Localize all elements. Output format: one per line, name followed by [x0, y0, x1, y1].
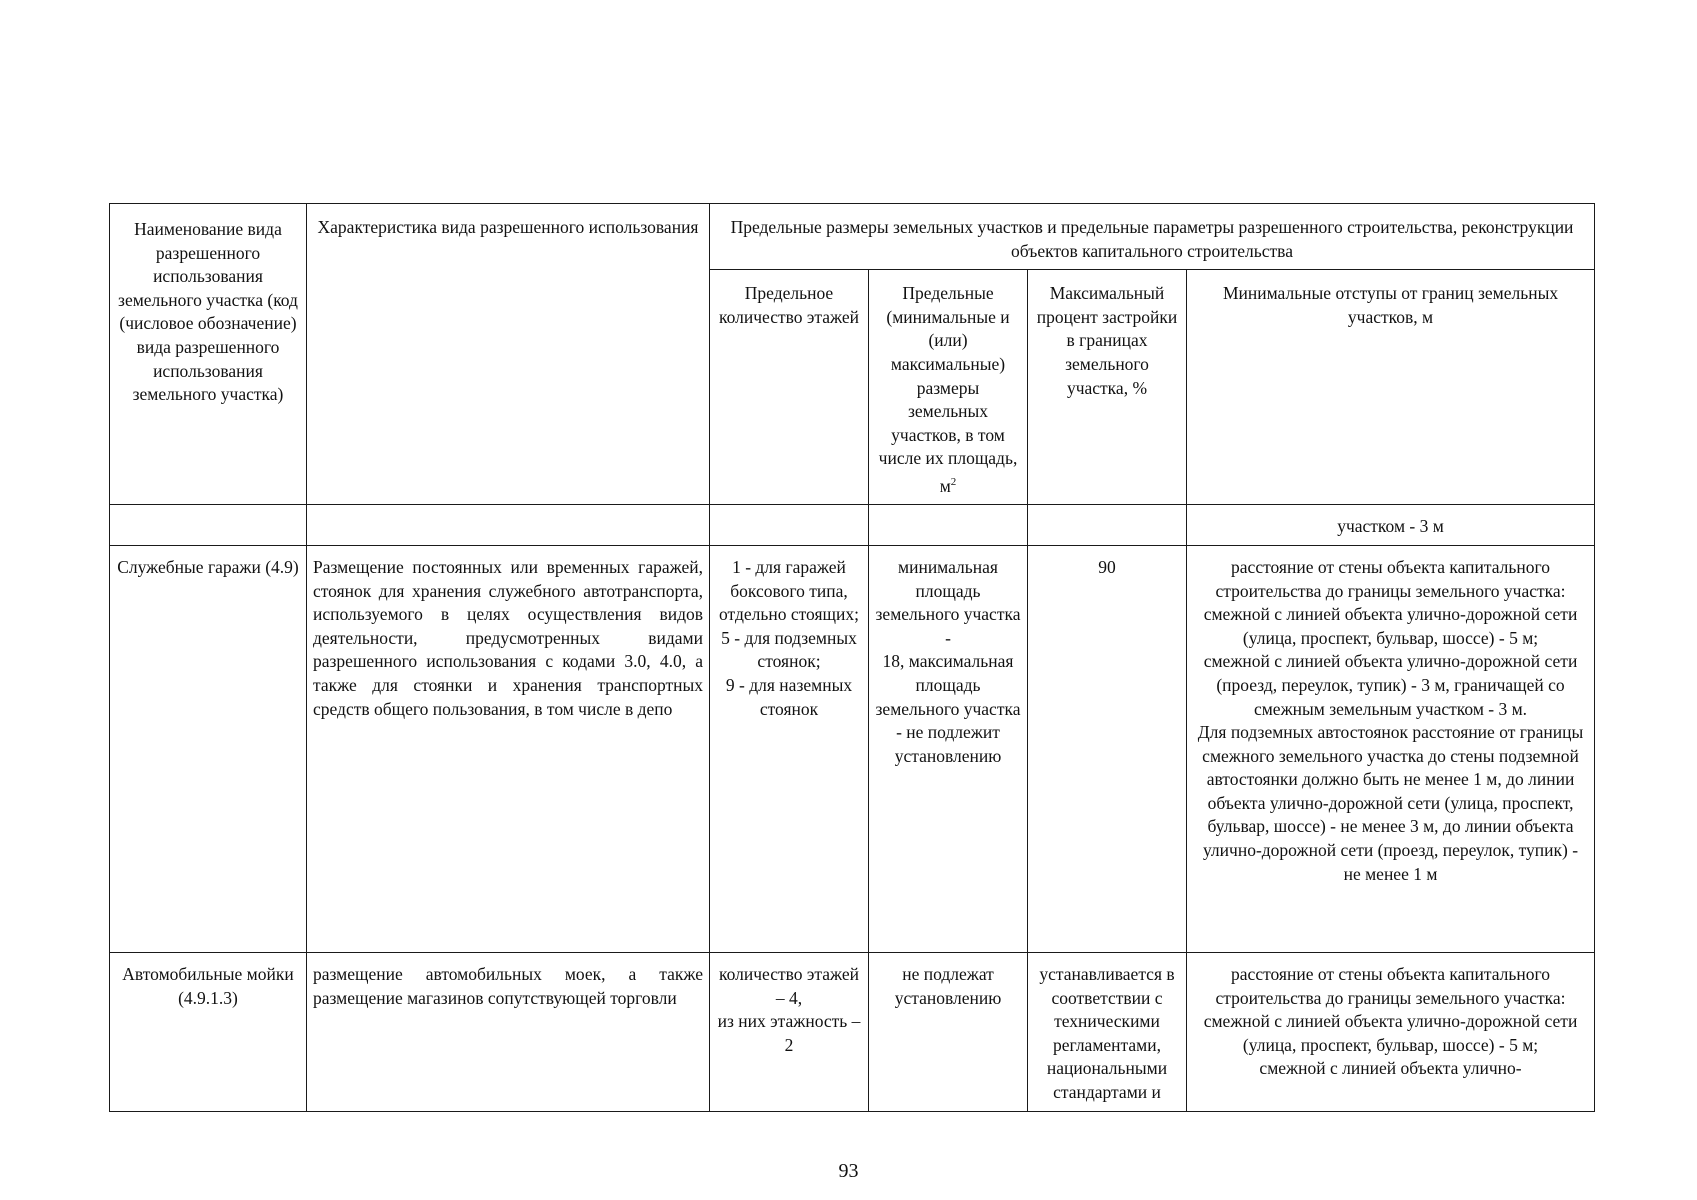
cell-description: размещение автомобильных моек, а также размещение магазинов сопутствующей торговли	[307, 952, 710, 1111]
cell-percent: устанавливается в соответствии с техническими регламентами, национальными стандартами и	[1028, 952, 1187, 1111]
cell-description	[307, 505, 710, 546]
header-setbacks: Минимальные отступы от границ земельных участков, м	[1187, 270, 1595, 505]
header-sizes: Предельные (минимальные и (или) максимальные) размеры земельных участков, в том числе их площадь, $м^2$	[869, 270, 1028, 505]
cell-name: Служебные гаражи (4.9)	[110, 545, 307, 952]
cell-percent: 90	[1028, 545, 1187, 952]
cell-floors	[710, 505, 869, 546]
cell-floors: 1 - для гаражей боксового типа, отдельно стоящих; 5 - для подземных стоянок; 9 - для наземных стоянок	[710, 545, 869, 952]
cell-percent	[1028, 505, 1187, 546]
cell-description: Размещение постоянных или временных гаражей, стоянок для хранения служебного автотранспорта, используемого в целях осуществления видов деятельности, предусмотренных видами разрешенного использования с кодами 3.0, 4.0, а также для стоянки и хранения транспортных средств общего пользования, в том числе в депо	[307, 545, 710, 952]
table-row	[110, 545, 1595, 952]
cell-name: Автомобильные мойки (4.9.1.3)	[110, 952, 307, 1111]
cell-setbacks: расстояние от стены объекта капитального строительства до границы земельного участка: смежной с линией объекта улично-дорожной сети (улица, проспект, бульвар, шоссе) - 5 м; смежной с линией объекта улично-	[1187, 952, 1595, 1111]
header-usage-name: Наименование вида разрешенного использования земельного участка (код (числовое обозначение) вида разрешенного использования земельного участка)	[110, 204, 307, 505]
cell-floors: количество этажей – 4, из них этажность – 2	[710, 952, 869, 1111]
table-row	[110, 952, 1595, 1111]
header-limits-group: Предельные размеры земельных участков и предельные параметры разрешенного строительства, реконструкции объектов капитального строительства	[710, 204, 1595, 270]
header-percent: Максимальный процент застройки в границах земельного участка, %	[1028, 270, 1187, 505]
cell-sizes	[869, 505, 1028, 546]
cell-setbacks: расстояние от стены объекта капитального строительства до границы земельного участка: смежной с линией объекта улично-дорожной сети (улица, проспект, бульвар, шоссе) - 5 м; смежной с линией объекта улично-дорожной сети (проезд, переулок, тупик) - 3 м, граничащей со смежным земельным участком - 3 м. Для подземных автостоянок расстояние от границы смежного земельного участка до стены подземной автостоянки должно быть не менее 1 м, до линии объекта улично-дорожной сети (улица, проспект, бульвар, шоссе) - не менее 3 м, до линии объекта улично-дорожной сети (проезд, переулок, тупик) - не менее 1 м	[1187, 545, 1595, 952]
header-row	[110, 204, 1595, 270]
regulations-table	[109, 203, 1595, 1112]
page-number: 93	[838, 1160, 859, 1182]
cell-setbacks: участком - 3 м	[1187, 505, 1595, 546]
cell-sizes: не подлежат установлению	[869, 952, 1028, 1111]
header-usage-description: Характеристика вида разрешенного использования	[307, 204, 710, 505]
cell-name	[110, 505, 307, 546]
cell-sizes: минимальная площадь земельного участка - 18, максимальная площадь земельного участка - не подлежит установлению	[869, 545, 1028, 952]
table-row	[110, 505, 1595, 546]
header-floors: Предельное количество этажей	[710, 270, 869, 505]
